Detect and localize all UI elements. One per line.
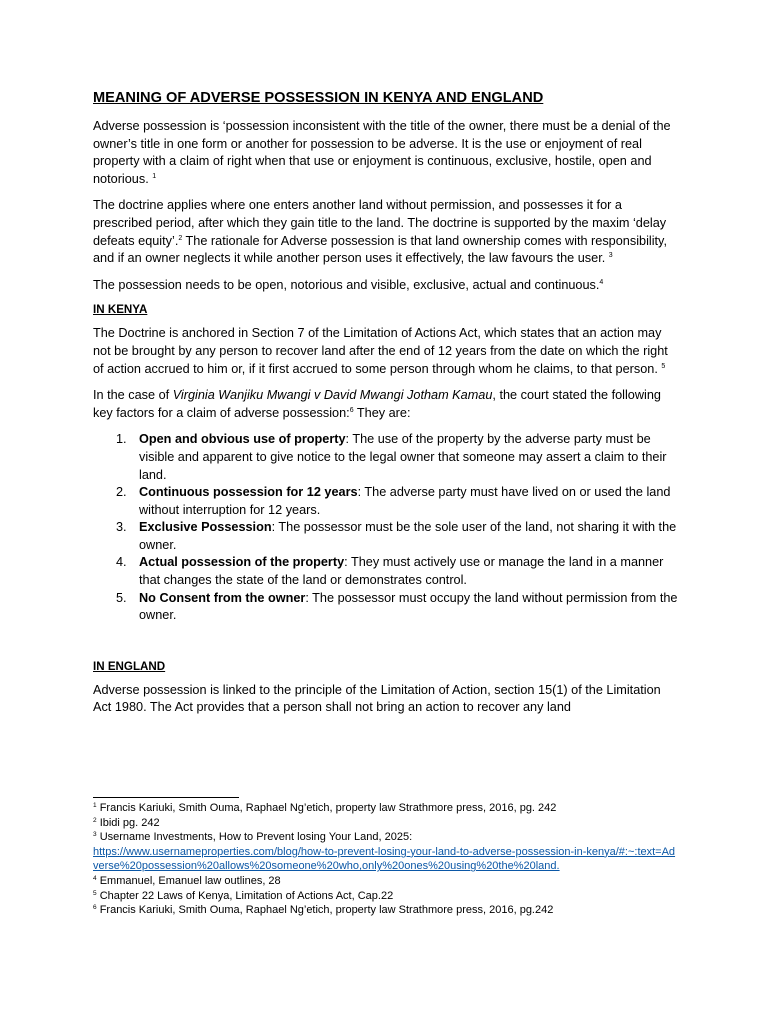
factor-desc: : The use of the property by the adverse party must be visible and apparent to give notice to the legal owner that someone may assert a claim to their land. xyxy=(139,432,667,482)
factor-desc: : The adverse party must have lived on or used the land without interruption for 12 years. xyxy=(139,485,671,517)
footnote-number: 6 xyxy=(93,904,97,912)
footnote-number: 1 xyxy=(93,802,97,809)
footnote-number: 5 xyxy=(93,889,97,897)
footnote-text: Username Investments, How to Prevent losing Your Land, 2025: xyxy=(99,831,413,844)
footnote-4 xyxy=(93,874,678,889)
document-title: MEANING OF ADVERSE POSSESSION IN KENYA AND ENGLAND xyxy=(93,90,544,106)
footnote-separator xyxy=(93,797,239,798)
paragraph-text: The possession needs to be open, notorious and visible, exclusive, actual and continuous. xyxy=(93,277,600,292)
footnote-ref-2[interactable]: 2 xyxy=(178,234,183,242)
footnote-ref-4[interactable]: 4 xyxy=(599,278,604,286)
list-item xyxy=(93,431,678,484)
footnote-text: Francis Kariuki, Smith Ouma, Raphael Ng’etich, property law Strathmore press, 2016, pg. 242 xyxy=(99,802,557,814)
footnote-ref-1[interactable]: 1 xyxy=(152,172,157,180)
footnote-ref-6[interactable]: 6 xyxy=(349,406,354,414)
list-item xyxy=(93,590,678,625)
footnote-number: 4 xyxy=(93,874,97,882)
paragraph-text: In the case of xyxy=(93,388,173,403)
list-item xyxy=(93,554,678,589)
factor-term: Exclusive Possession xyxy=(139,520,272,535)
paragraph-definition xyxy=(93,118,678,188)
list-number: 4. xyxy=(116,555,127,570)
factors-list xyxy=(93,431,678,625)
footnote-2 xyxy=(93,816,678,831)
footnote-3 xyxy=(93,830,678,874)
footnote-link[interactable]: https://www.usernameproperties.com/blog/how-to-prevent-losing-your-land-to-adverse-possession-in-kenya/#:~:text=Adverse%20possession%20allows%20someone%20who,only%20ones%20using%20the%20land. xyxy=(93,845,676,873)
list-item xyxy=(93,484,678,519)
footnote-ref-5[interactable]: 5 xyxy=(661,362,666,370)
heading-kenya: IN KENYA xyxy=(93,303,148,317)
footnote-text: Francis Kariuki, Smith Ouma, Raphael Ng’etich, property law Strathmore press, 2016, pg.242 xyxy=(99,904,554,917)
list-number: 1. xyxy=(116,432,127,447)
footnote-6 xyxy=(93,903,678,918)
list-number: 5. xyxy=(116,590,127,605)
footnote-5 xyxy=(93,889,678,904)
paragraph-text: The rationale for Adverse possession is that land ownership comes with responsibility, and if an owner neglects it while another person uses it effectively, the law favours the user. xyxy=(93,233,667,266)
factor-desc: : The possessor must occupy the land without permission from the owner. xyxy=(139,590,678,623)
case-name: Virginia Wanjiku Mwangi v David Mwangi Jotham Kamau xyxy=(172,388,493,403)
paragraph-text: The Doctrine is anchored in Section 7 of the Limitation of Actions Act, which states that an action may not be brought by any person to recover land after the end of 12 years from the date on which the right of action accrued to him or, if it first accrued to some person through whom he claims, to that person. xyxy=(93,326,668,376)
paragraph-text: They are: xyxy=(353,405,411,420)
list-number: 2. xyxy=(116,485,127,500)
footnotes xyxy=(93,801,678,918)
factor-term: No Consent from the owner xyxy=(139,590,306,605)
footnote-ref-3[interactable]: 3 xyxy=(608,252,613,260)
factor-desc: : The possessor must be the sole user of the land, not sharing it with the owner. xyxy=(139,520,677,552)
paragraph-text: The doctrine applies where one enters another land without permission, and possesses it for a prescribed period, after which they gain title to the land. The doctrine is supported by the maxim ‘delay defeats equity’. xyxy=(93,198,667,248)
list-item xyxy=(93,519,678,554)
factor-term: Actual possession of the property xyxy=(139,555,345,570)
factor-desc: : They must actively use or manage the land in a manner that changes the state of the land or demonstrates control. xyxy=(139,555,664,588)
list-number: 3. xyxy=(116,520,127,535)
footnote-text: Chapter 22 Laws of Kenya, Limitation of Actions Act, Cap.22 xyxy=(99,889,394,902)
paragraph-text: , the court stated the following key factors for a claim of adverse possession: xyxy=(93,388,661,420)
footnote-text: Ibidi pg. 242 xyxy=(99,816,160,829)
footnote-number: 2 xyxy=(93,816,97,824)
paragraph-england: Adverse possession is linked to the principle of the Limitation of Action, section 15(1) of the Limitation Act 1980. The Act provides that a person shall not bring an action to recover any land xyxy=(93,682,661,715)
factor-term: Continuous possession for 12 years xyxy=(139,485,358,500)
paragraph-text: Adverse possession is ‘possession inconsistent with the title of the owner, there must be a denial of the owner’s title in one form or another for possession to be adverse. It is the use or enjoyment of real property with a claim of right when that use or enjoyment is continuous, exclusive, hostile, open and notorious. xyxy=(93,119,671,186)
factor-term: Open and obvious use of property xyxy=(139,432,346,447)
spacer xyxy=(93,625,678,660)
paragraph-kenya-statute xyxy=(93,325,678,378)
footnote-number: 3 xyxy=(93,831,97,839)
footnote-1 xyxy=(93,801,678,816)
heading-england: IN ENGLAND xyxy=(93,659,166,673)
footnote-text: Emmanuel, Emanuel law outlines, 28 xyxy=(99,874,281,887)
document-body xyxy=(93,90,678,726)
paragraph-doctrine xyxy=(93,197,678,267)
paragraph-requirements xyxy=(93,277,678,295)
paragraph-kenya-case xyxy=(93,387,678,422)
